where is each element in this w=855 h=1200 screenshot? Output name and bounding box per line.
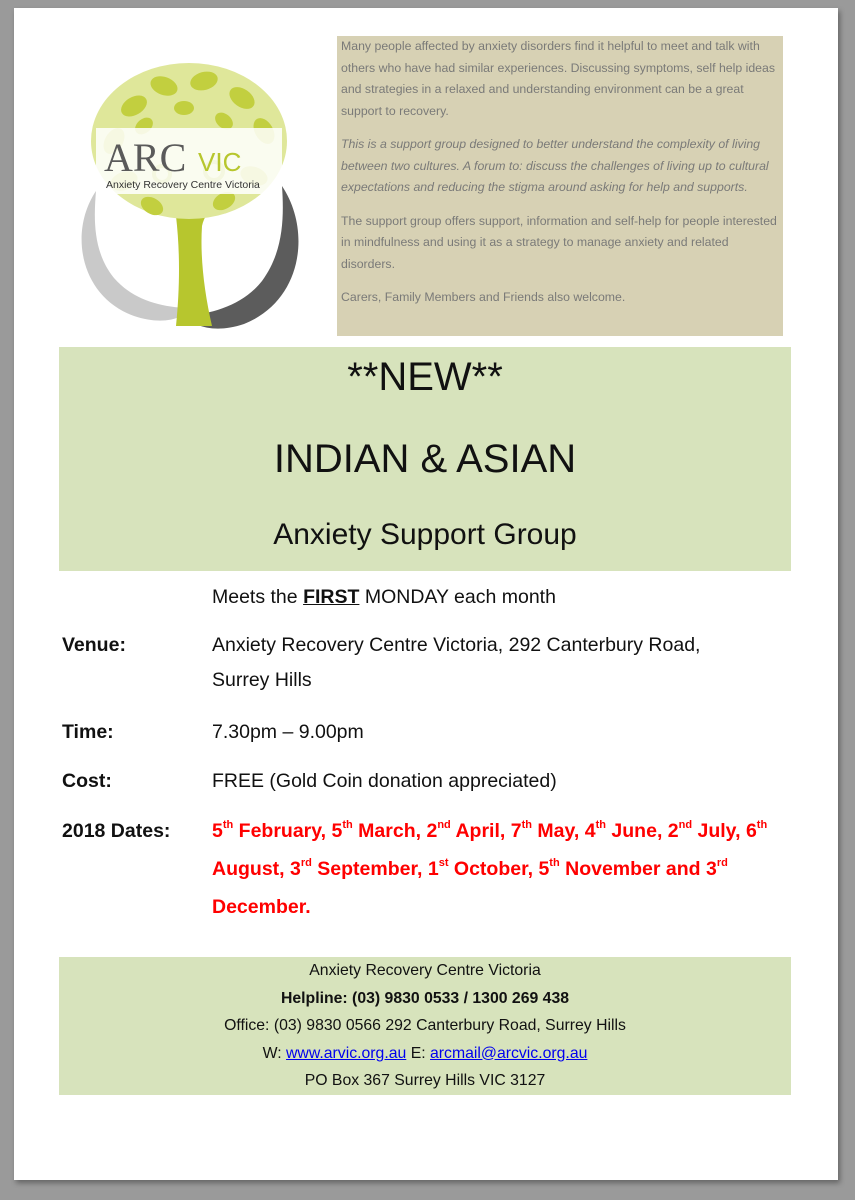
date-item [332,820,427,842]
date-month: April [450,820,500,842]
meets-line [212,586,556,609]
logo-tagline: Anxiety Recovery Centre Victoria [106,179,260,191]
date-month: June [606,820,657,842]
website-link[interactable]: www.arvic.org.au [286,1044,407,1062]
meets-suffix: MONDAY each month [364,586,556,608]
date-ordinal: th [595,819,606,831]
dates-label: 2018 Dates: [62,820,171,842]
date-item [212,820,332,842]
logo-brand-main: ARC [104,135,187,180]
date-item [668,820,746,842]
footer-helpline: Helpline: (03) 9830 0533 / 1300 269 438 [280,989,570,1007]
date-item [511,820,585,842]
venue-line-2: Surrey Hills [212,669,312,691]
info-paragraph-3: The support group offers support, information and self-help for people interested in mindfulness and using it as a strategy to manage anxiety and related disorders. [341,213,777,271]
date-day: 5 [212,820,223,842]
date-separator: , [656,820,668,842]
venue-label: Venue: [62,634,126,656]
date-day: 3 [706,858,717,880]
date-ordinal: th [342,819,353,831]
date-separator: , [499,820,511,842]
date-separator: , [320,820,332,842]
date-ordinal: st [438,857,449,869]
title-banner [59,347,791,571]
banner-title: INDIAN & ASIAN [273,437,577,481]
date-separator: and [660,858,706,880]
date-month: September [311,858,417,880]
date-item [538,858,706,880]
date-month: October [448,858,528,880]
date-item [428,858,539,880]
date-ordinal: rd [716,857,728,869]
meets-prefix: Meets the [212,586,298,608]
email-prefix: E: [410,1044,426,1062]
date-ordinal: th [756,819,768,831]
date-day: 1 [427,858,439,880]
date-ordinal: rd [300,857,312,869]
date-item [426,820,510,842]
cost-value: FREE (Gold Coin donation appreciated) [212,770,557,792]
date-separator: . [305,896,311,918]
info-box [337,36,783,336]
date-ordinal: nd [437,819,451,831]
footer-org: Anxiety Recovery Centre Victoria [309,962,541,979]
venue-line-1: Anxiety Recovery Centre Victoria, 292 Canterbury Road, [212,634,701,656]
date-day: 2 [426,820,438,842]
flyer-page [14,8,838,1180]
date-separator: , [279,858,290,880]
date-day: 5 [538,858,550,880]
web-prefix: W: [262,1044,282,1062]
logo-brand-suffix: VIC [198,147,242,177]
date-day: 3 [290,858,301,880]
date-separator: , [527,858,539,880]
date-separator: , [417,858,428,880]
date-month: July [692,820,736,842]
date-ordinal: nd [678,819,693,831]
date-separator: , [735,820,746,842]
meets-emphasis: FIRST [303,586,360,608]
email-link[interactable]: arcmail@arcvic.org.au [430,1044,588,1062]
info-paragraph-4: Carers, Family Members and Friends also welcome. [341,290,626,304]
date-month: November [559,858,661,880]
date-separator: , [415,820,427,842]
footer-po-box: PO Box 367 Surrey Hills VIC 3127 [304,1072,546,1089]
contact-footer [59,957,791,1095]
date-day: 5 [331,820,343,842]
dates-list [212,814,782,925]
date-day: 2 [667,820,679,842]
date-ordinal: th [222,819,234,831]
banner-subtitle: Anxiety Support Group [273,518,577,551]
date-day: 7 [510,820,522,842]
date-month: August [212,858,280,880]
date-ordinal: th [549,857,560,869]
date-month: May [532,820,574,842]
date-separator: , [573,820,585,842]
info-paragraph-2: This is a support group designed to better understand the complexity of living between two cultures. A forum to: discuss the challenges of living up to cultural expectations and reducing the stigma around asking for help and supports. [341,137,769,194]
date-day: 4 [584,820,596,842]
cost-label: Cost: [62,770,112,792]
date-day: 6 [745,820,757,842]
footer-web-email [59,1040,791,1068]
time-label: Time: [62,721,114,743]
info-paragraph-1: Many people affected by anxiety disorders find it helpful to meet and talk with others who have had similar experiences. Discussing symptoms, self help ideas and strategies in a relaxed and understanding environment can be a great support to recovery. [341,39,776,118]
date-month: March [352,820,416,842]
venue-value [212,628,802,698]
footer-office: Office: (03) 9830 0566 292 Canterbury Road, Surrey Hills [224,1017,626,1034]
date-item [290,858,428,880]
date-item [585,820,668,842]
date-month: December [212,896,306,918]
date-month: February [233,820,321,842]
time-value: 7.30pm – 9.00pm [212,721,364,743]
arcvic-logo [64,46,314,346]
new-label: **NEW** [347,355,503,399]
date-ordinal: th [521,819,532,831]
